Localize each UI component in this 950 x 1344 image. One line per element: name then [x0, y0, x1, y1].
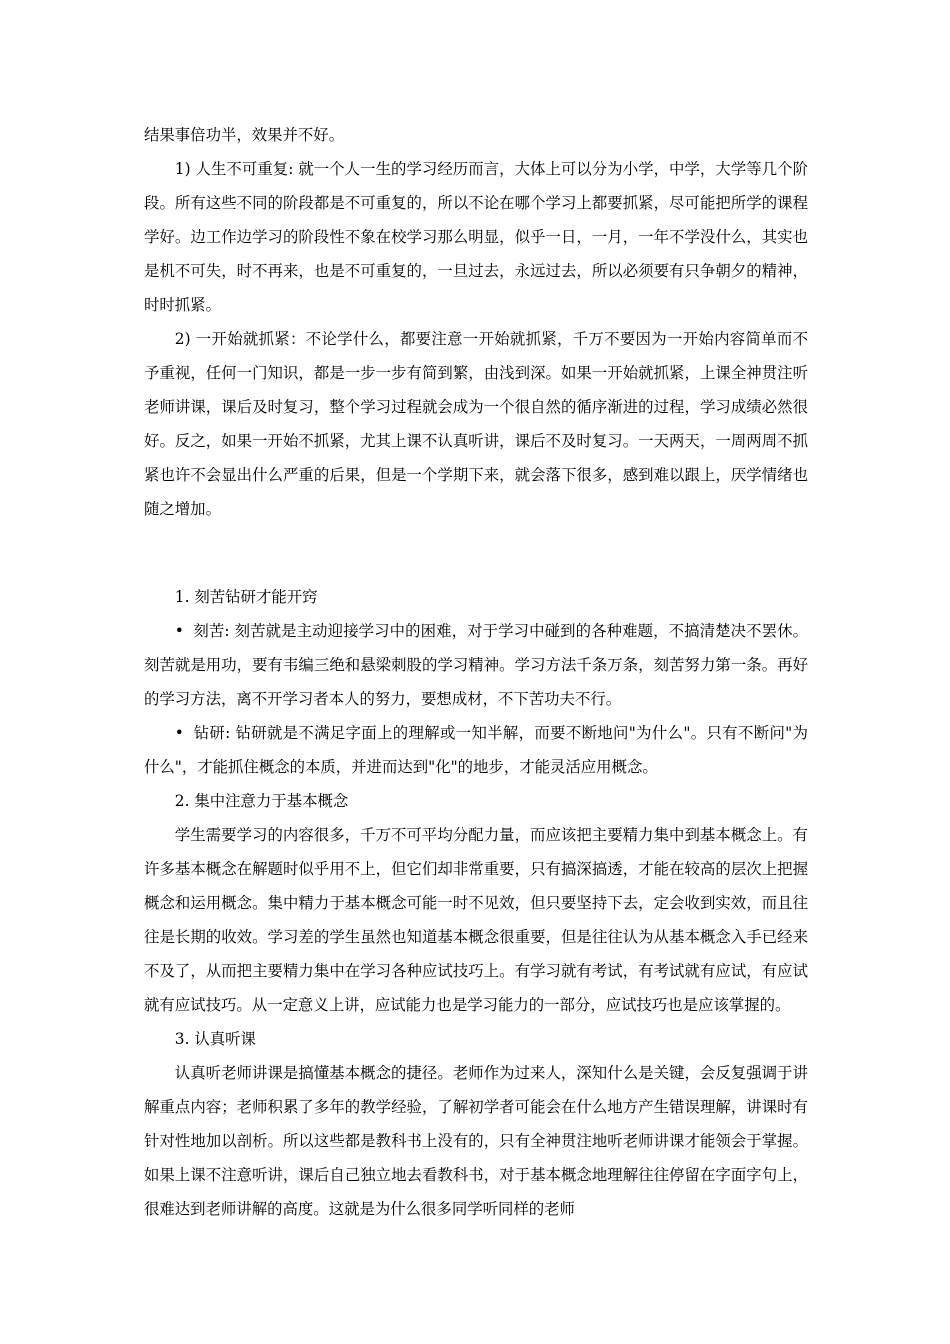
heading-diligent-study: 1. 刻苦钻研才能开窍: [174, 588, 318, 606]
paragraph-start-early: 2) 一开始就抓紧：不论学什么，都要注意一开始就抓紧，千万不要因为一开始内容简单而不予重视，任何一门知识，都是一步一步有简到繁，由浅到深。如果一开始就抓紧，上课全神贯注听老师讲课，课后及时复习，整个学习过程就会成为一个很自然的循序渐进的过程，学习成绩必然很好。反之，如果一开始不抓紧，尤其上课不认真听讲，课后不及时复习。一天两天，一周两周不抓紧也许不会显出什么严重的后果，但是一个学期下来，就会落下很多，感到难以跟上，厌学情绪也随之增加。: [144, 330, 808, 518]
bullet-zuanyan: [144, 716, 808, 784]
heading-listen-carefully: 3. 认真听课: [174, 1030, 256, 1048]
section-gap: [144, 526, 808, 580]
paragraph-focus-concepts: 学生需要学习的内容很多，千万不可平均分配力量，而应该把主要精力集中到基本概念上。有许多基本概念在解题时似乎用不上，但它们却非常重要，只有搞深搞透，才能在较高的层次上把握概念和运用概念。集中精力于基本概念可能一时不见效，但只要坚持下去，定会收到实效，而且往往是长期的收效。学习差的学生虽然也知道基本概念很重要，但是往往认为从基本概念入手已经来不及了，从而把主要精力集中在学习各种应试技巧上。有学习就有考试，有考试就有应试，有应试就有应试技巧。从一定意义上讲，应试能力也是学习能力的一部分，应试技巧也是应该掌握的。: [144, 826, 808, 1014]
document-page: [144, 118, 808, 1226]
paragraph-life-not-repeatable: 1) 人生不可重复: 就一个人一生的学习经历而言，大体上可以分为小学，中学，大学等几个阶段。所有这些不同的阶段都是不可重复的，所以不论在哪个学习上都要抓紧，尽可能把所学的课程学好。边工作边学习的阶段性不象在校学习那么明显，似乎一日，一月，一年不学没什么，其实也是机不可失，时不再来，也是不可重复的，一旦过去，永远过去，所以必须要有只争朝夕的精神，时时抓紧。: [144, 160, 808, 314]
bullet-icon: •: [174, 622, 184, 640]
bullet-zuanyan-text: 钻研: 钻研就是不满足字面上的理解或一知半解，而要不断地问"为什么"。只有不断问"为什么"，才能抓住概念的本质，并进而达到"化"的地步，才能灵活应用概念。: [144, 724, 808, 776]
paragraph-listen-carefully: 认真听老师讲课是搞懂基本概念的捷径。老师作为过来人，深知什么是关键，会反复强调于讲解重点内容；老师积累了多年的教学经验，了解初学者可能会在什么地方产生错误理解，讲课时有针对性地加以剖析。所以这些都是教科书上没有的，只有全神贯注地听老师讲课才能领会于掌握。如果上课不注意听讲，课后自己独立地去看教科书，对于基本概念地理解往往停留在字面字句上，很难达到老师讲解的高度。这就是为什么很多同学听同样的老师: [144, 1064, 808, 1218]
bullet-kuku: [144, 614, 808, 716]
bullet-icon: •: [174, 724, 184, 742]
paragraph-continuation: 结果事倍功半，效果并不好。: [144, 126, 345, 144]
heading-focus-concepts: 2. 集中注意力于基本概念: [174, 792, 349, 810]
bullet-kuku-text: 刻苦: 刻苦就是主动迎接学习中的困难，对于学习中碰到的各种难题，不搞清楚决不罢休。 刻苦就是用功，要有韦编三绝和悬梁刺股的学习精神。学习方法千条万条，刻苦努力第一条。再好的学习方法，离不开学习者本人的努力，要想成材，不下苦功夫不行。: [144, 622, 808, 708]
